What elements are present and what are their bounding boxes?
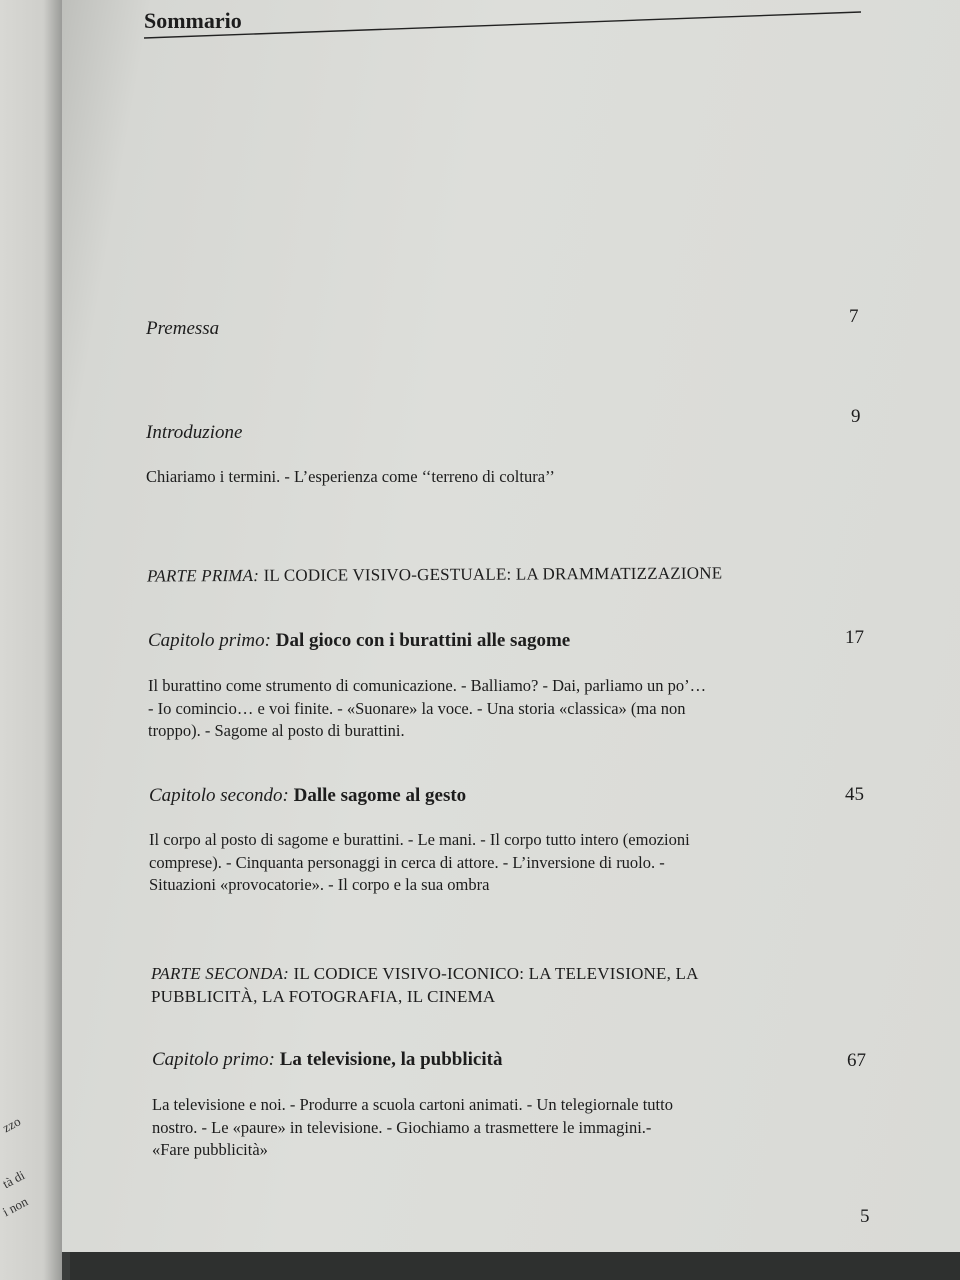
summary-line: Il burattino come strumento di comunicazione. - Balliamo? - Dai, parliamo un po’… [148,676,707,695]
summary-line: «Fare pubblicità» [152,1140,268,1159]
summary-line: comprese). - Cinquanta personaggi in cerca di attore. - L’inversione di ruolo. - [149,852,665,872]
part-label: PARTE SECONDA: [151,964,290,983]
part-title: IL CODICE VISIVO-GESTUALE: LA DRAMMATIZZAZIONE [263,563,723,585]
chapter-label: Capitolo secondo: [149,785,289,806]
page-number-chapter-3: 67 [847,1050,866,1071]
chapter-title: La televisione, la pubblicità [279,1049,503,1070]
summary-line: La televisione e noi. - Produrre a scuola cartoni animati. - Un telegiornale tutto [152,1095,673,1114]
part-heading-prima [147,563,722,586]
page-number-chapter-2: 45 [845,784,864,805]
toc-entry-chapter-2 [149,785,466,807]
chapter-title: Dal gioco con i burattini alle sagome [275,630,571,651]
part-heading-line [151,962,699,985]
chapter-title: Dalle sagome al gesto [293,785,467,806]
page-number-chapter-1: 17 [845,627,864,648]
toc-entry-introduzione: Introduzione [146,422,243,443]
summary-line: - Io comincio… e voi finite. - «Suonare» la voce. - Una storia «classica» (ma non [148,698,686,718]
part-heading-seconda [151,962,699,1008]
page-number-premessa: 7 [849,306,859,327]
page-title: Sommario [144,8,242,33]
chapter-3-summary [152,1094,673,1162]
left-page-fragment: zzo [0,1113,23,1136]
folio-page-number: 5 [860,1206,870,1227]
chapter-2-summary [149,829,690,897]
background-surface [70,1252,960,1280]
title-rule [144,11,861,39]
summary-line: Il corpo al posto di sagome e burattini. - Le mani. - Il corpo tutto intero (emozioni [149,830,690,849]
part-title: IL CODICE VISIVO-ICONICO: LA TELEVISIONE, LA [293,964,699,983]
book-page [62,0,960,1252]
summary-line: nostro. - Le «paure» in televisione. - Giochiamo a trasmettere le immagini.- [152,1117,652,1137]
chapter-label: Capitolo primo: [152,1049,275,1070]
chapter-1-summary [148,675,813,743]
introduzione-summary: Chiariamo i termini. - L’esperienza come ‘‘terreno di coltura’’ [146,467,555,486]
part-heading-line: PUBBLICITÀ, LA FOTOGRAFIA, IL CINEMA [151,987,496,1006]
left-page-fragment: i non [0,1193,31,1220]
summary-line: Situazioni «provocatorie». - Il corpo e la sua ombra [149,875,490,894]
left-page-edge [0,0,62,1280]
summary-line: troppo). - Sagome al posto di burattini. [148,721,405,740]
left-page-fragment: tà di [0,1167,28,1192]
page-number-introduzione: 9 [851,406,861,427]
part-label: PARTE PRIMA: [146,565,260,586]
chapter-label: Capitolo primo: [148,630,271,651]
toc-entry-chapter-3 [152,1049,502,1071]
toc-entry-chapter-1 [148,630,570,652]
toc-entry-premessa: Premessa [146,318,220,339]
